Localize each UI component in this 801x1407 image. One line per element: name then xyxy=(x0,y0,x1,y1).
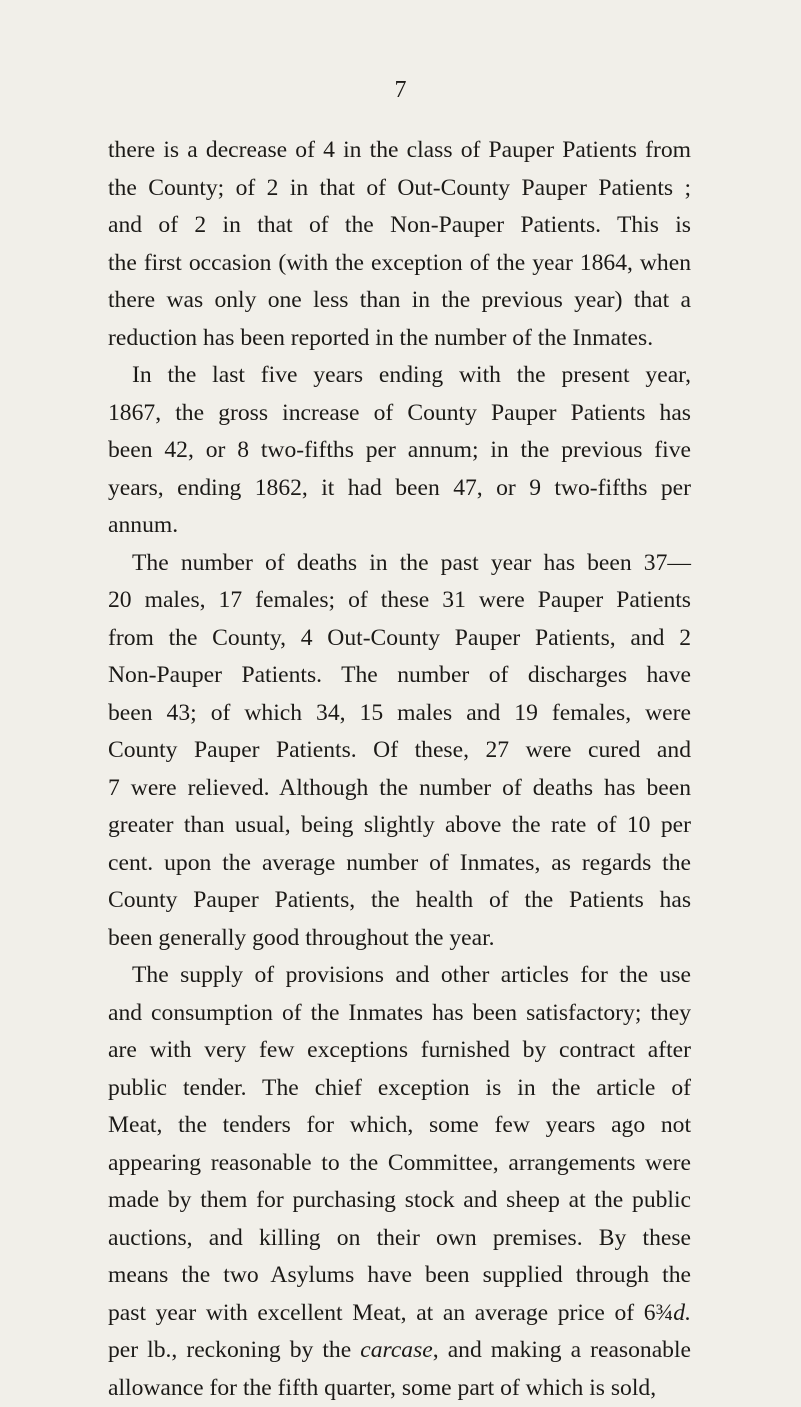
text-line: The number of deaths in the past year has been 37— xyxy=(108,545,691,583)
paragraph xyxy=(108,957,691,1407)
text-line: 20 males, 17 females; of these 31 were Pauper Patients xyxy=(108,582,691,620)
text-line: greater than usual, being slightly above the rate of 10 per xyxy=(108,807,691,845)
text-line: are with very few exceptions furnished by contract after xyxy=(108,1032,691,1070)
paragraph xyxy=(108,545,691,958)
text-line: cent. upon the average number of Inmates, as regards the xyxy=(108,845,691,883)
text-line: annum. xyxy=(108,507,691,545)
text-line: County Pauper Patients, the health of the Patients has xyxy=(108,882,691,920)
text-line: The supply of provisions and other articles for the use xyxy=(108,957,691,995)
paragraph xyxy=(108,132,691,357)
text-line: and consumption of the Inmates has been satisfactory; they xyxy=(108,995,691,1033)
text-line: per lb., reckoning by the carcase, and making a reasonable xyxy=(108,1332,691,1370)
text-line: years, ending 1862, it had been 47, or 9 two-fifths per xyxy=(108,470,691,508)
text-line: Non-Pauper Patients. The number of discharges have xyxy=(108,657,691,695)
text-line: 1867, the gross increase of County Pauper Patients has xyxy=(108,395,691,433)
paragraph xyxy=(108,357,691,545)
text-line: means the two Asylums have been supplied through the xyxy=(108,1257,691,1295)
text-line: past year with excellent Meat, at an average price of 6¾d. xyxy=(108,1295,691,1333)
text-line: public tender. The chief exception is in the article of xyxy=(108,1070,691,1108)
text-line: the County; of 2 in that of Out-County Pauper Patients ; xyxy=(108,170,691,208)
page-number: 7 xyxy=(0,76,801,104)
text-line: there is a decrease of 4 in the class of Pauper Patients from xyxy=(108,132,691,170)
text-line: made by them for purchasing stock and sheep at the public xyxy=(108,1182,691,1220)
text-line: allowance for the fifth quarter, some part of which is sold, xyxy=(108,1370,691,1407)
text-line: and of 2 in that of the Non-Pauper Patients. This is xyxy=(108,207,691,245)
text-line: there was only one less than in the previous year) that a xyxy=(108,282,691,320)
body-text xyxy=(108,132,691,1407)
text-line: been 42, or 8 two-fifths per annum; in the previous five xyxy=(108,432,691,470)
text-line: 7 were relieved. Although the number of deaths has been xyxy=(108,770,691,808)
text-line: auctions, and killing on their own premises. By these xyxy=(108,1220,691,1258)
text-line: been generally good throughout the year. xyxy=(108,920,691,958)
text-line: appearing reasonable to the Committee, arrangements were xyxy=(108,1145,691,1183)
text-line: been 43; of which 34, 15 males and 19 females, were xyxy=(108,695,691,733)
text-line: reduction has been reported in the number of the Inmates. xyxy=(108,320,691,358)
text-line: In the last five years ending with the present year, xyxy=(108,357,691,395)
text-line: Meat, the tenders for which, some few years ago not xyxy=(108,1107,691,1145)
text-line: from the County, 4 Out-County Pauper Patients, and 2 xyxy=(108,620,691,658)
text-line: County Pauper Patients. Of these, 27 were cured and xyxy=(108,732,691,770)
text-line: the first occasion (with the exception of the year 1864, when xyxy=(108,245,691,283)
